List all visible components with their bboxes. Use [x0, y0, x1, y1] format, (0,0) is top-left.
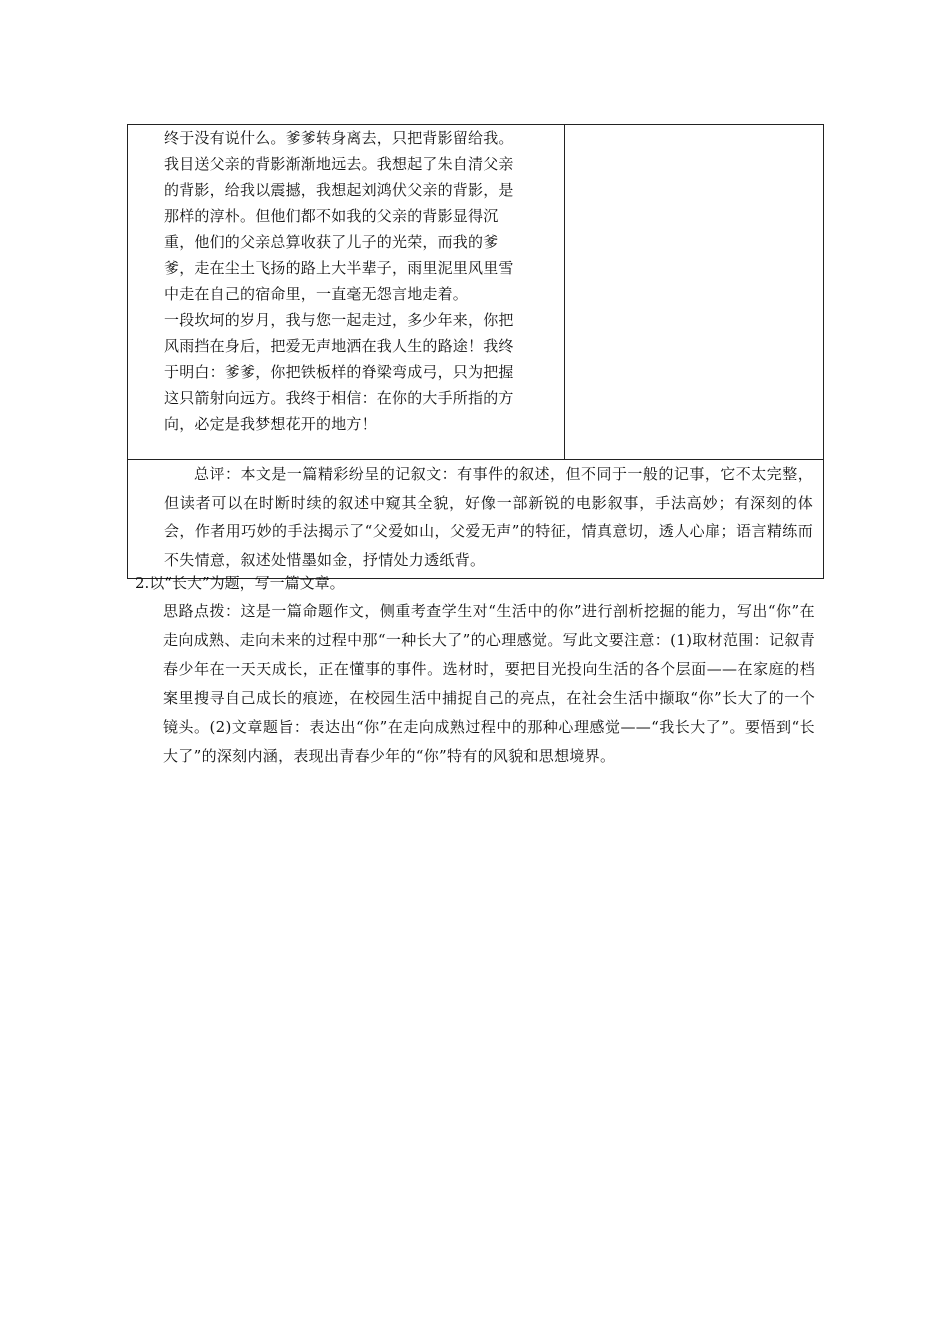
essay-text-cell [128, 125, 565, 460]
annotation-cell [565, 125, 824, 460]
overall-comment: 总评：本文是一篇精彩纷呈的记叙文：有事件的叙述，但不同于一般的记事，它不太完整，但读者可以在时断时续的叙述中窥其全貌，好像一部新锐的电影叙事，手法高妙；有深刻的体会，作者用巧妙的手法揭示了“父爱如山，父爱无声”的特征，情真意切，透人心扉；语言精练而不失情意，叙述处惜墨如金，抒情处力透纸背。 [164, 465, 813, 569]
essay-row [128, 125, 824, 460]
essay-line: 风雨挡在身后，把爱无声地洒在我人生的路途！我终 [164, 337, 514, 355]
essay-line: 爹，走在尘土飞扬的路上大半辈子，雨里泥里风里雪 [164, 259, 514, 277]
essay-line: 我目送父亲的背影渐渐地远去。我想起了朱自清父亲 [164, 155, 514, 173]
essay-line: 中走在自己的宿命里，一直毫无怨言地走着。 [164, 285, 469, 303]
essay-line: 于明白：爹爹，你把铁板样的脊梁弯成弓，只为把握 [164, 363, 514, 381]
question-2-hint: 思路点拨：这是一篇命题作文，侧重考查学生对“生活中的你”进行剖析挖掘的能力，写出“你”在走向成熟、走向未来的过程中那“一种长大了”的心理感觉。写此文要注意：(1)取材范围：记叙青春少年在一天天成长，正在懂事的事件。选材时，要把目光投向生活的各个层面——在家庭的档案里搜寻自己成长的痕迹，在校园生活中捕捉自己的亮点，在社会生活中撷取“你”长大了的一个镜头。(2)文章题旨：表达出“你”在走向成熟过程中的那种心理感觉——“我长大了”。要悟到“长大了”的深刻内涵，表现出青春少年的“你”特有的风貌和思想境界。 [163, 602, 815, 765]
essay-line: 这只箭射向远方。我终于相信：在你的大手所指的方 [164, 389, 514, 407]
essay-line: 向，必定是我梦想花开的地方！ [164, 415, 377, 433]
essay-line: 终于没有说什么。爹爹转身离去，只把背影留给我。 [164, 129, 514, 147]
comment-row [128, 460, 824, 579]
comment-cell [128, 460, 824, 579]
essay-line: 的背影，给我以震撼，我想起刘鸿伏父亲的背影，是 [164, 181, 514, 199]
question-2-heading: 2.以“长大”为题，写一篇文章。 [135, 574, 345, 592]
essay-line: 一段坎坷的岁月，我与您一起走过，多少年来，你把 [164, 311, 514, 329]
essay-table [127, 124, 824, 579]
essay-line: 重，他们的父亲总算收获了儿子的光荣，而我的爹 [164, 233, 499, 251]
essay-line: 那样的淳朴。但他们都不如我的父亲的背影显得沉 [164, 207, 499, 225]
